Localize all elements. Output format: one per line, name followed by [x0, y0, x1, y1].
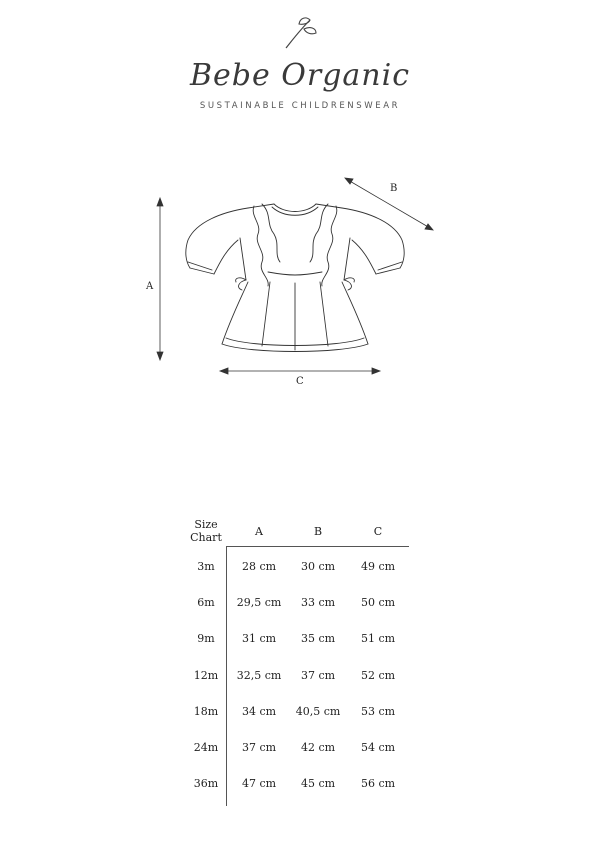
size-label: 12m — [193, 669, 219, 682]
measurement-a-cell: 37 cm — [241, 741, 277, 754]
column-header-c: C — [373, 525, 383, 538]
leaf-logo-icon — [280, 14, 324, 50]
measurement-b-cell: 33 cm — [300, 596, 336, 609]
size-label: 36m — [193, 777, 219, 790]
size-chart-title-line2: Chart — [190, 531, 222, 544]
measurement-c-cell: 51 cm — [360, 632, 396, 645]
size-label: 9m — [197, 632, 215, 645]
measurement-c-cell: 50 cm — [360, 596, 396, 609]
measurement-b-cell: 40,5 cm — [295, 705, 341, 718]
dimension-c-label: C — [296, 376, 304, 387]
measurement-c-cell: 54 cm — [360, 741, 396, 754]
column-header-b: B — [313, 525, 323, 538]
measurement-b-cell: 35 cm — [300, 632, 336, 645]
size-label: 3m — [197, 560, 215, 573]
measurement-a-cell: 31 cm — [241, 632, 277, 645]
measurement-a-cell: 32,5 cm — [236, 669, 282, 682]
size-label: 18m — [193, 705, 219, 718]
size-label: 24m — [193, 741, 219, 754]
measurement-a-cell: 29,5 cm — [236, 596, 282, 609]
measurement-b-cell: 37 cm — [300, 669, 336, 682]
column-header-a: A — [255, 525, 263, 538]
measurement-c-cell: 53 cm — [360, 705, 396, 718]
brand-tagline: SUSTAINABLE CHILDRENSWEAR — [199, 101, 401, 111]
size-chart-title-line1: Size — [194, 518, 218, 531]
measurement-a-cell: 28 cm — [241, 560, 277, 573]
size-label: 6m — [197, 596, 215, 609]
measurement-a-cell: 47 cm — [241, 777, 277, 790]
measurement-a-cell: 34 cm — [241, 705, 277, 718]
measurement-c-cell: 49 cm — [360, 560, 396, 573]
measurement-b-cell: 30 cm — [300, 560, 336, 573]
dress-flat-sketch — [130, 170, 450, 390]
dimension-a-label: A — [146, 281, 154, 292]
measurement-b-cell: 45 cm — [300, 777, 336, 790]
measurement-c-cell: 56 cm — [360, 777, 396, 790]
measurement-b-cell: 42 cm — [300, 741, 336, 754]
brand-name: Bebe Organic — [189, 58, 411, 93]
measurement-c-cell: 52 cm — [360, 669, 396, 682]
dimension-b-label: B — [390, 183, 398, 194]
header-divider — [226, 546, 409, 547]
